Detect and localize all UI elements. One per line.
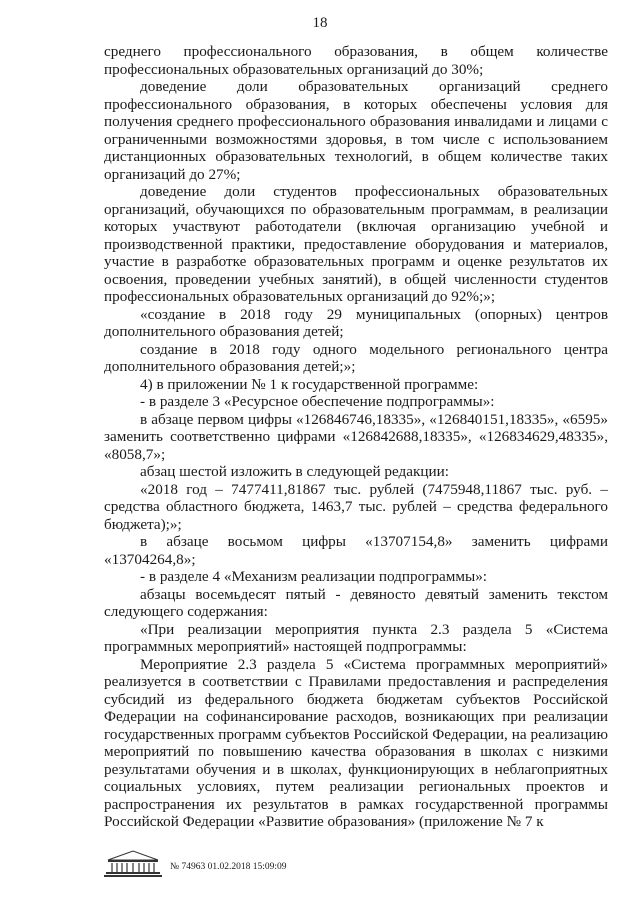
paragraph: - в разделе 4 «Механизм реализации подпрограммы»:	[140, 568, 488, 585]
paragraph: доведение доли студентов профессиональных образовательных организаций, обучающихся по образовательным программам, в реализации которых участвуют работодатели (включая организацию учебной и производственной практики, предоставление оборудования и материалов, участие в разработке образовательных программ и оценке результатов их освоения, проведении учебных занятий), в общей численности студентов профессиональных образовательных организаций до 92%;»;	[104, 183, 608, 305]
document-footer	[100, 848, 500, 884]
page-number: 18	[312, 15, 328, 31]
document-body	[104, 43, 608, 831]
paragraph: среднего профессионального образования, в общем количестве профессиональных образовательных организаций до 30%;	[104, 43, 608, 78]
paragraph: создание в 2018 году одного модельного регионального центра дополнительного образования детей;»;	[104, 340, 608, 375]
paragraph: в абзаце восьмом цифры «13707154,8» заменить цифрами «13704264,8»;	[104, 533, 608, 568]
building-seal-icon	[100, 848, 166, 878]
paragraph: - в разделе 3 «Ресурсное обеспечение подпрограммы»:	[140, 393, 495, 410]
registration-stamp: № 74963 01.02.2018 15:09:09	[170, 862, 287, 872]
paragraph: абзац шестой изложить в следующей редакции:	[140, 463, 449, 480]
paragraph: доведение доли образовательных организаций среднего профессионального образования, в которых обеспечены условия для получения среднего профессионального образования инвалидами и лицами с ограниченными возможностями здоровья, в том числе с использованием дистанционных образовательных технологий, в общем количестве таких организаций до 27%;	[104, 78, 608, 183]
paragraph: «2018 год – 7477411,81867 тыс. рублей (7475948,11867 тыс. руб. – средства областного бюджета, 1463,7 тыс. рублей – средства федерального бюджета);»;	[104, 480, 608, 533]
paragraph: 4) в приложении № 1 к государственной программе:	[140, 375, 479, 393]
paragraph: в абзаце первом цифры «126846746,18335», «126840151,18335», «6595» заменить соответственно цифрами «126842688,18335», «126834629,48335», «8058,7»;	[104, 410, 608, 463]
paragraph: абзацы восемьдесят пятый - девяносто девятый заменить текстом следующего содержания:	[104, 585, 608, 620]
paragraph: «При реализации мероприятия пункта 2.3 раздела 5 «Система программных мероприятий» настоящей подпрограммы:	[104, 620, 608, 655]
paragraph: Мероприятие 2.3 раздела 5 «Система программных мероприятий» реализуется в соответствии с Правилами предоставления и распределения субсидий из федерального бюджета бюджетам субъектов Российской Федерации на софинансирование расходов, возникающих при реализации государственных программ субъектов Российской Федерации, на реализацию мероприятий по повышению качества образования в школах с низкими результатами обучения и в школах, функционирующих в неблагоприятных социальных условиях, путем реализации региональных проектов и распространения их результатов в рамках государственной программы Российской Федерации «Развитие образования» (приложение № 7 к	[104, 655, 608, 830]
paragraph: «создание в 2018 году 29 муниципальных (опорных) центров дополнительного образования детей;	[104, 305, 608, 340]
